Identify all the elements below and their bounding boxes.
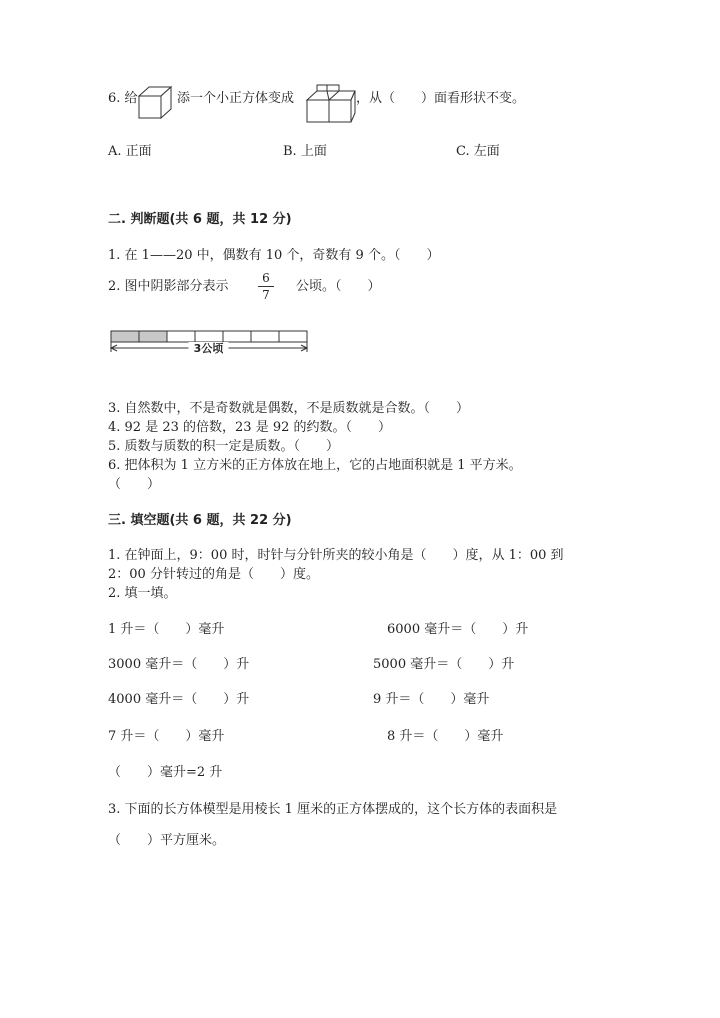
judge-q1: 1. 在 1——20 中，偶数有 10 个，奇数有 9 个。（ ） — [108, 248, 440, 263]
q6-option-b[interactable]: B. 上面 — [283, 144, 327, 159]
hectare-bar-figure — [110, 330, 310, 364]
q6-suffix: ，从（ ）面看形状不变。 — [356, 91, 526, 106]
conversion-r2-right: 5000 毫升＝（ ）升 — [373, 657, 515, 672]
conversion-r5-left: （ ）毫升=2 升 — [108, 765, 223, 780]
blank-cell — [167, 331, 195, 342]
section2-title: 二. 判断题(共 6 题，共 12 分) — [108, 212, 292, 227]
section3-title: 三. 填空题(共 6 题，共 22 分) — [108, 513, 292, 528]
judge-q5: 5. 质数与质数的积一定是质数。（ ） — [108, 439, 340, 454]
blank-cell — [251, 331, 279, 342]
blank-cell — [195, 331, 223, 342]
conversion-r4-left: 7 升＝（ ）毫升 — [108, 729, 225, 744]
fill-q1-line1: 1. 在钟面上，9：00 时，时针与分针所夹的较小角是（ ）度，从 1：00 到 — [108, 548, 564, 563]
conversion-r1-right: 6000 毫升＝（ ）升 — [387, 622, 529, 637]
judge-q6-line1: 6. 把体积为 1 立方米的正方体放在地上，它的占地面积就是 1 平方米。 — [108, 458, 522, 473]
judge-q3: 3. 自然数中，不是奇数就是偶数，不是质数就是合数。（ ） — [108, 401, 470, 416]
fill-q2: 2. 填一填。 — [108, 586, 177, 601]
judge-q6-line2: （ ） — [108, 477, 161, 492]
fill-q1-line2: 2：00 分针转过的角是（ ）度。 — [108, 567, 319, 582]
double-cube-figure — [305, 82, 357, 126]
fill-q3-line1: 3. 下面的长方体模型是用棱长 1 厘米的正方体摆成的，这个长方体的表面积是 — [108, 802, 558, 817]
fill-q3-line2: （ ）平方厘米。 — [108, 833, 226, 848]
fraction — [258, 271, 274, 302]
fraction-numerator: 6 — [262, 271, 270, 285]
conversion-r3-right: 9 升＝（ ）毫升 — [373, 692, 490, 707]
blank-cell — [279, 331, 307, 342]
fraction-denominator: 7 — [262, 288, 270, 302]
single-cube-figure — [137, 82, 175, 122]
q6-option-a[interactable]: A. 正面 — [108, 144, 152, 159]
conversion-r4-right: 8 升＝（ ）毫升 — [387, 729, 504, 744]
q6-middle: 添一个小正方体变成 — [177, 91, 295, 106]
q6-prefix: 6. 给 — [108, 91, 138, 106]
shaded-cell — [139, 331, 167, 342]
blank-cell — [223, 331, 251, 342]
conversion-r2-left: 3000 毫升＝（ ）升 — [108, 657, 250, 672]
judge-q4: 4. 92 是 23 的倍数，23 是 92 的约数。（ ） — [108, 420, 391, 435]
conversion-r3-left: 4000 毫升＝（ ）升 — [108, 692, 250, 707]
conversion-r1-left: 1 升＝（ ）毫升 — [108, 622, 225, 637]
judge-q2-suffix: 公顷。（ ） — [296, 279, 381, 294]
q6-option-c[interactable]: C. 左面 — [456, 144, 500, 159]
judge-q2-prefix: 2. 图中阴影部分表示 — [108, 279, 229, 294]
figure-label: 3公顷 — [193, 342, 224, 355]
shaded-cell — [111, 331, 139, 342]
